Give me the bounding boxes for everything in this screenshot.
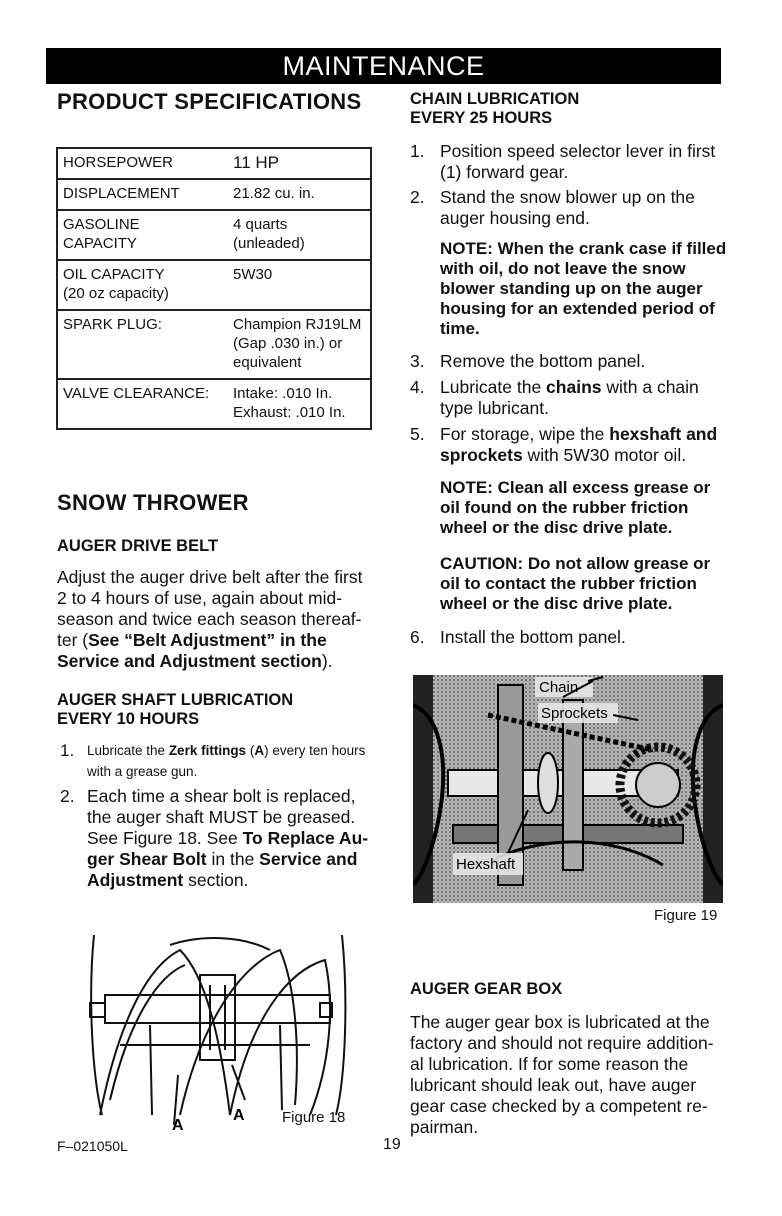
figure-19-label-sprockets: Sprockets — [541, 705, 608, 722]
spec-label: GASOLINE CAPACITY — [57, 210, 228, 260]
spec-value: Champion RJ19LM (Gap .030 in.) or equivalent — [228, 310, 371, 379]
spec-label: SPARK PLUG: — [57, 310, 228, 379]
belt-heading: AUGER DRIVE BELT — [57, 537, 219, 555]
spec-row — [57, 148, 371, 179]
spec-label: VALVE CLEARANCE: — [63, 385, 210, 402]
figure-18-caption: Figure 18 — [282, 1109, 346, 1126]
spec-row — [57, 210, 371, 260]
chain-step-2: 2. Stand the snow blower up on the auger housing end. — [410, 187, 695, 228]
shaft-step-2: 2. Each time a shear bolt is replaced, the auger shaft MUST be greased. See Figure 18. See To Replace Au-ger Shear Bolt in the Service and Adjustment section. — [60, 786, 369, 890]
spec-row — [57, 310, 371, 379]
section-banner: MAINTENANCE — [46, 48, 721, 84]
shaft-step-1: 1. Lubricate the Zerk fittings (A) every ten hours with a grease gun. — [60, 741, 366, 779]
figure-18-label-a1: A — [172, 1117, 184, 1134]
spec-label: OIL CAPACITY (20 oz capacity) — [57, 260, 228, 310]
figure-18-auger-illustration — [80, 925, 355, 1135]
spec-value: Intake: .010 In. Exhaust: .010 In. — [233, 385, 346, 421]
spec-value: 21.82 cu. in. — [228, 179, 371, 210]
shaft-heading: AUGER SHAFT LUBRICATION EVERY 10 HOURS — [57, 691, 294, 728]
chain-step-1: 1. Position speed selector lever in first (1) forward gear. — [410, 141, 716, 182]
gearbox-heading: AUGER GEAR BOX — [410, 980, 563, 998]
chain-caution: CAUTION: Do not allow grease or oil to contact the rubber friction wheel or the disc drive plate. — [440, 554, 711, 613]
figure-19-caption: Figure 19 — [654, 907, 718, 924]
belt-paragraph: Adjust the auger drive belt after the first 2 to 4 hours of use, again about mid-season and twice each season thereaf-ter (See “Belt Adjustment” in the Service and Adjustment section). — [57, 567, 363, 671]
spec-row — [57, 179, 371, 210]
snow-thrower-heading: SNOW THROWER — [57, 490, 249, 515]
footer-code: F–021050L — [57, 1138, 128, 1154]
chain-note-2: NOTE: Clean all excess grease or oil found on the rubber friction wheel or the disc drive plate. — [440, 478, 711, 537]
specs-heading: PRODUCT SPECIFICATIONS — [57, 89, 362, 114]
chain-step-5: 5. For storage, wipe the hexshaft and sprockets with 5W30 motor oil. — [410, 424, 718, 465]
spec-label: DISPLACEMENT — [57, 179, 228, 210]
spec-value: 11 HP — [228, 148, 371, 179]
figure-19-chain-photo — [413, 675, 723, 903]
gearbox-paragraph: The auger gear box is lubricated at the factory and should not require addition-al lubrication. If for some reason the lubricant should leak out, have auger gear case checked by a competent re-pairman. — [410, 1012, 714, 1137]
spec-label: HORSEPOWER — [57, 148, 228, 179]
figure-19-label-chain: Chain — [539, 679, 579, 696]
spec-row — [57, 260, 371, 310]
chain-note-1: NOTE: When the crank case if filled with oil, do not leave the snow blower standing up on the auger housing for an extended period of time. — [440, 239, 727, 338]
spec-row — [57, 379, 371, 429]
page-number: 19 — [383, 1136, 401, 1153]
chain-step-3: 3. Remove the bottom panel. — [410, 351, 646, 371]
chain-step-4: 4. Lubricate the chains with a chain type lubricant. — [410, 377, 699, 418]
figure-19-label-hexshaft: Hexshaft — [456, 856, 516, 873]
spec-table — [56, 147, 372, 430]
spec-value: 5W30 — [228, 260, 371, 310]
chain-heading: CHAIN LUBRICATION EVERY 25 HOURS — [410, 90, 580, 127]
figure-18-label-a2: A — [233, 1107, 245, 1124]
spec-value: 4 quarts (unleaded) — [228, 210, 371, 260]
chain-step-6: 6. Install the bottom panel. — [410, 627, 626, 647]
